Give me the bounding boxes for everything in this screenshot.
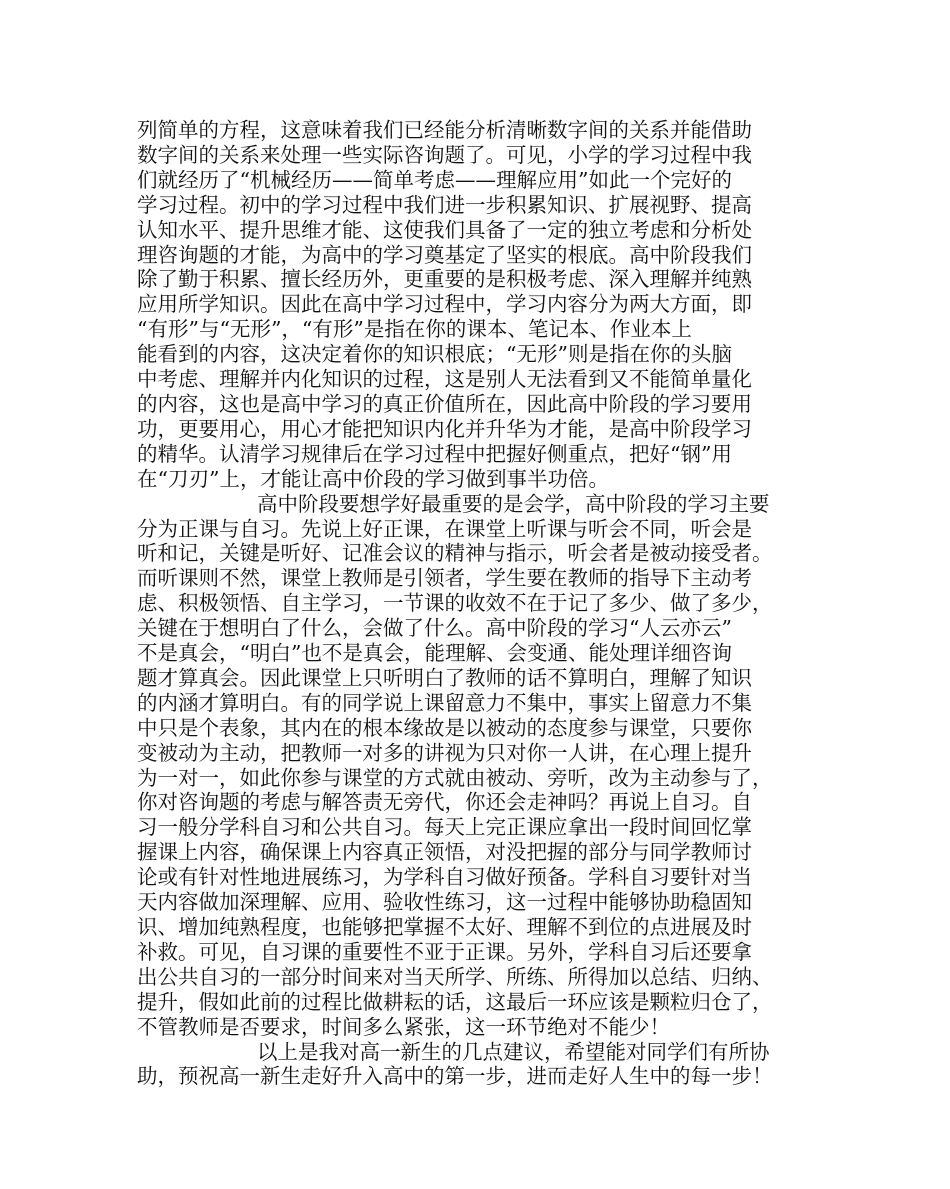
document-body — [137, 118, 817, 1089]
paragraph-3: 以上是我对高一新生的几点建议，希望能对同学们有所协 助，预祝高一新生走好升入高中的第一步，进而走好人生中的每一步！ — [137, 1039, 773, 1089]
paragraph-1: 列简单的方程，这意味着我们已经能分析清晰数字间的关系并能借助 数字间的关系来处理一些实际咨询题了。可见，小学的学习过程中我 们就经历了“机械经历——简单考虑——理解应用”如此一个完好的 学习过程。初中的学习过程中我们进一步积累知识、扩展视野、提高 认知水平、提升思维才能、这使我们具备了一定的独立考虑和分析处 理咨询题的才能，为高中的学习奠基定了坚实的根底。高中阶段我们 除了勤于积累、擅长经历外，更重要的是积极考虑、深入理解并纯熟 应用所学知识。因此在高中学习过程中，学习内容分为两大方面，即 “有形”与“无形”，“有形”是指在你的课本、笔记本、作业本上 能看到的内容，这决定着你的知识根底；“无形”则是指在你的头脑 中考虑、理解并内化知识的过程，这是别人无法看到又不能简单量化 的内容，这也是高中学习的真正价值所在，因此高中阶段的学习要用 功，更要用心，用心才能把知识内化并升华为才能，是高中阶段学习 的精华。认清学习规律后在学习过程中把握好侧重点，把好“钢”用 在“刀刃”上，才能让高中价段的学习做到事半功倍。 — [137, 118, 752, 491]
paragraph-2: 高中阶段要想学好最重要的是会学，高中阶段的学习主要 分为正课与自习。先说上好正课，在课堂上听课与听会不同，听会是 听和记，关键是听好、记准会议的精神与指示，听会者是被动接受者。 而听课则不然，课堂上教师是引领者，学生要在教师的指导下主动考 虑、积极领悟、自主学习，一节课的收效不在于记了多少、做了多少， 关键在于想明白了什么，会做了什么。高中阶段的学习“人云亦云” 不是真会，“明白”也不是真会，能理解、会变通、能处理详细咨询 题才算真会。因此课堂上只听明白了教师的话不算明白，理解了知识 的内涵才算明白。有的同学说上课留意力不集中，事实上留意力不集 中只是个表象，其内在的根本缘故是以被动的态度参与课堂，只要你 变被动为主动，把教师一对多的讲视为只对你一人讲，在心理上提升 为一对一，如此你参与课堂的方式就由被动、旁听，改为主动参与了， 你对咨询题的考虑与解答责无旁代，你还会走神吗？再说上自习。自 习一般分学科自习和公共自习。每天上完正课应拿出一段时间回忆掌 握课上内容，确保课上内容真正领悟，对没把握的部分与同学教师讨 论或有针对性地进展练习，为学科自习做好预备。学科自习要针对当 天内容做加深理解、应用、验收性练习，这一过程中能够协助稳固知 识、增加纯熟程度，也能够把掌握不太好、理解不到位的点进展及时 补救。可见，自习课的重要性不亚于正课。另外，学科自习后还要拿 出公共自习的一部分时间来对当天所学、所练、所得加以总结、归纳、 提升，假如此前的过程比做耕耘的话，这最后一环应该是颗粒归仓了， 不管教师是否要求，时间多么紧张，这一环节绝对不能少！ — [137, 491, 773, 1039]
